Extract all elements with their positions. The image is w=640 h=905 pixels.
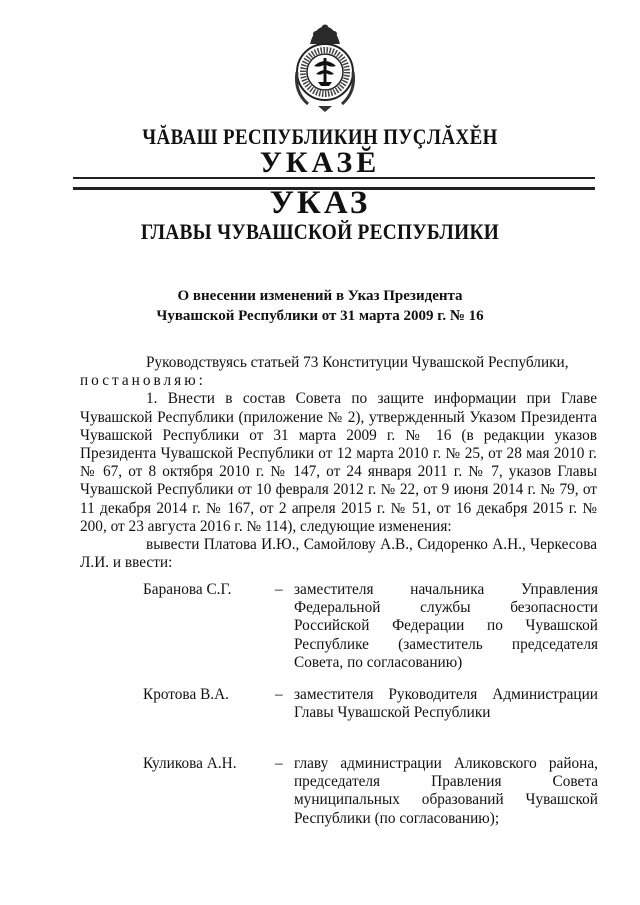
dash: –: [275, 755, 283, 772]
dash: –: [275, 581, 283, 598]
header-chuvash-title: УКАЗĔ: [259, 146, 381, 179]
appointee-name: Баранова С.Г.: [143, 581, 232, 598]
dash: –: [275, 686, 283, 703]
header-russian-title: УКАЗ: [269, 185, 371, 221]
document-title-line1: О внесении изменений в Указ Президента: [177, 288, 463, 304]
appointee-role: заместителя начальника Управления Федеральной службы безопасности Российской Федерации по Чувашской Республике (заместитель председателя Совета, по согласованию): [294, 581, 598, 671]
appointee-name: Куликова А.Н.: [143, 755, 237, 772]
item-1-change: вывести Платова И.Ю., Самойлову А.В., Сидоренко А.Н., Черкесова Л.И. и ввести:: [80, 536, 597, 572]
document-body: [80, 354, 597, 572]
appointee-name: Кротова В.А.: [143, 686, 229, 703]
coat-of-arms-icon: [292, 22, 358, 114]
document-title-line2: Чувашской Республики от 31 марта 2009 г. № 16: [156, 308, 484, 324]
appointee-role: главу администрации Аликовского района, председателя Правления Совета муниципальных образований Чувашской Республики (по согласованию);: [294, 755, 598, 827]
appointee-role: заместителя Руководителя Администрации Главы Чувашской Республики: [294, 686, 598, 722]
item-1: 1. Внести в состав Совета по защите информации при Главе Чувашской Республики (приложение № 2), утвержденный Указом Президента Чувашской Республики от 31 марта 2009 г. № 16 (в редакции указов Президента Чувашской Республики от 12 марта 2010 г. № 25, от 28 мая 2010 г. № 67, от 8 октября 2010 г. № 147, от 24 января 2011 г. № 7, указов Главы Чувашской Республики от 10 февраля 2012 г. № 22, от 9 июня 2014 г. № 79, от 11 декабря 2014 г. № 167, от 2 апреля 2015 г. № 51, от 16 декабря 2015 г. № 200, от 23 августа 2016 г. № 114), следующие изменения:: [80, 390, 597, 535]
header-russian-subtitle: ГЛАВЫ ЧУВАШСКОЙ РЕСПУБЛИКИ: [140, 219, 500, 244]
header-chuvash-line: ЧĂВАШ РЕСПУБЛИКИН ПУÇЛĂХĔН: [142, 124, 498, 149]
decree-word: постановляю:: [80, 372, 206, 390]
document-title: [0, 286, 640, 326]
preamble: Руководствуясь статьей 73 Конституции Чувашской Республики,: [146, 354, 569, 371]
